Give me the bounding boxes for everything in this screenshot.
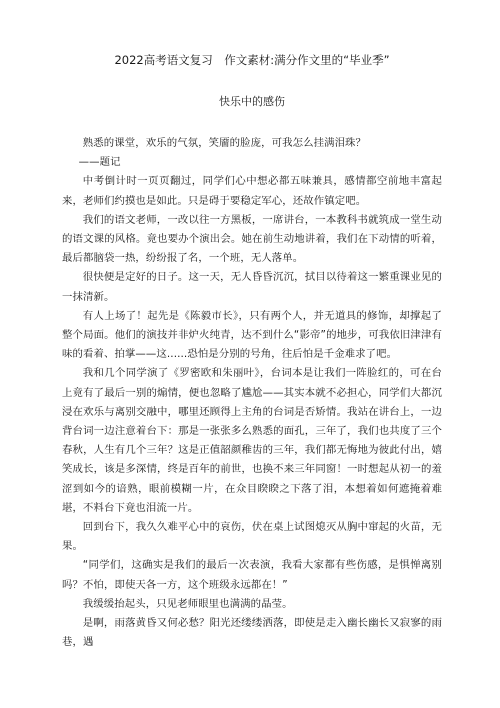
document-header-title: 2022高考语文复习 作文素材:满分作文里的“毕业季” [114,53,390,67]
paragraph-2: 我们的语文老师，一改以往一方黑板，一席讲台，一本教科书就筑成一堂生动的语文课的风格。竟也要办个演出会。她在前生动地讲着，我们在下动情的听着，最后都脑袋一热，纷纷报了名，一个班，无人落单。 [62,213,442,265]
paragraph-1: 中考倒计时一页页翻过，同学们心中想必都五味兼具，感情都空前地丰富起来，老师们约摸也是如此。只是碍于要稳定军心，还故作镇定吧。 [62,175,442,207]
paragraph-5: 我和几个同学演了《罗密欧和朱丽叶》，台词本是让我们一阵脸红的，可在台上竟有了最后一别的煽情，便也忽略了尴尬——其实本就不必担心，同学们大都沉浸在欢乐与离别交融中，哪里还顾得上主角的台词是否矫情。我站在讲台上，一边背台词一边注意着台下：那是一张张多么熟悉的面孔，三年了，我们也共度了三个春秋，人生有几个三年？这是正值韶颜稚齿的三年，我们都无悔地为彼此付出，嬉笑成长，该是多深情，终是百年的前世，也换不来三年同窗！一时想起从初一的羞涩到如今的谙熟，眼前模糊一片，在众目睽睽之下落了泪，本想着如何遮掩着难堪，不料台下竟也泪流一片。 [62,367,442,514]
epigraph: 熟悉的课堂，欢乐的气氛，笑靥的脸庞，可我怎么挂满泪珠？ [82,137,367,149]
epigraph-signature: ——题记 [78,156,121,169]
paragraph-3: 很快便是定好的日子。这一天，无人昏昏沉沉，拭目以待着这一繁重课业见的一抹清新。 [62,271,442,303]
paragraph-7: “同学们，这确实是我们的最后一次表演，我看大家都有些伤感，是惧惮离别吗？不怕，即使天各一方，这个班级永远都在！” [62,559,442,591]
paragraph-9: 是啊，雨落黄昏又何必愁？阳光还缕缕洒落，即使是走入幽长幽长又寂寥的雨巷，遇 [62,617,442,649]
paragraph-4: 有人上场了！起先是《陈毅市长》，只有两个人，并无道具的修饰，却撑起了整个局面。他们的演技并非炉火纯青，达不到什么“影帝”的地步，可我依旧津津有味的看着、拍掌——这......恐怕是分别的号角，往后怕是千金难求了吧。 [62,309,442,361]
essay-title: 快乐中的感伤 [219,95,285,108]
paragraph-8: 我缓缓抬起头，只见老师眼里也满满的晶莹。 [82,597,293,610]
paragraph-6: 回到台下，我久久难平心中的哀伤，伏在桌上试图熄灭从胸中窜起的火苗，无果。 [62,521,442,553]
